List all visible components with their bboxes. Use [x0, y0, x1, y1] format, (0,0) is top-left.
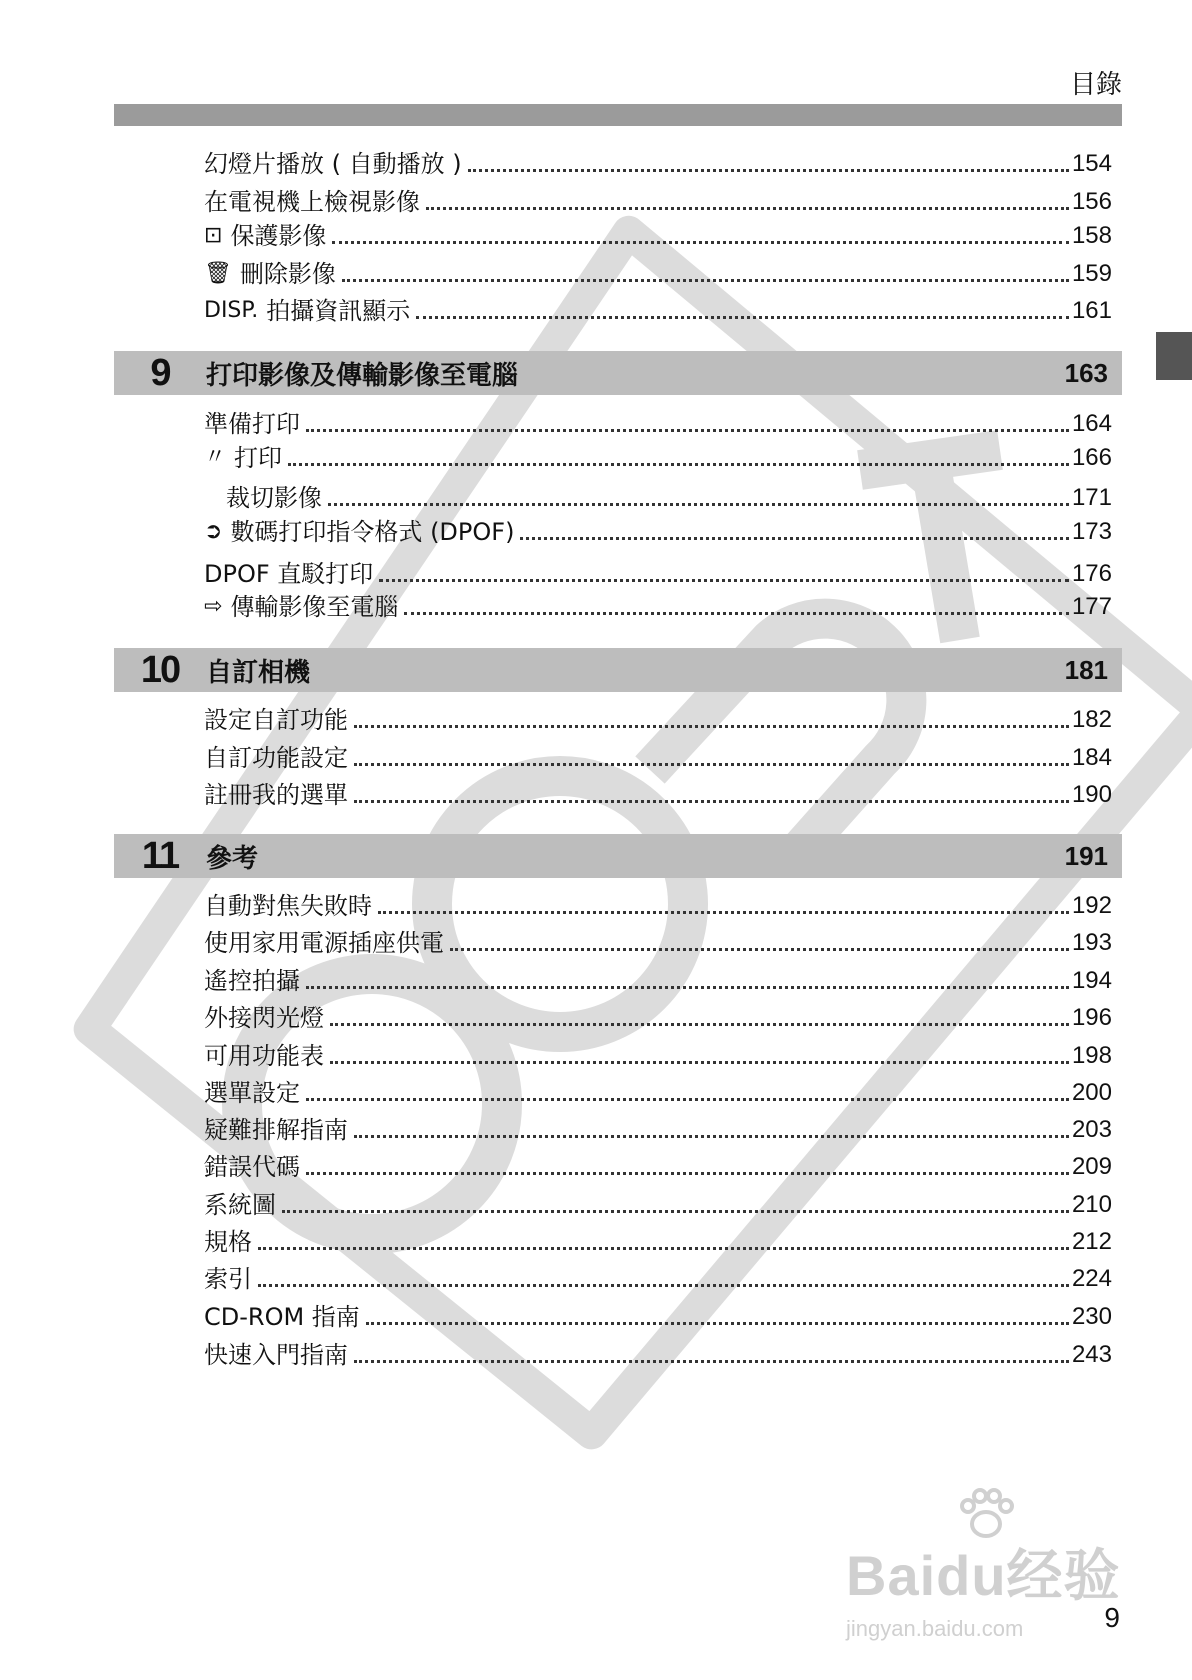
toc-entry-title: 幻燈片播放 ( 自動播放 ) [204, 150, 462, 178]
toc-entry-page: 184 [1071, 744, 1112, 771]
toc-entry[interactable] [204, 1114, 1112, 1146]
toc-entry-page: 203 [1071, 1116, 1112, 1143]
dot-leader [404, 612, 1069, 615]
toc-entry-page: 173 [1071, 518, 1112, 545]
toc-entry-title: 設定自訂功能 [204, 706, 348, 734]
toc-entry-page: 193 [1071, 929, 1112, 956]
toc-entry-page: 176 [1071, 560, 1112, 587]
toc-entry[interactable] [204, 558, 1112, 590]
toc-entry-page: 196 [1071, 1004, 1112, 1031]
direct-print-icon: 〃 [204, 445, 227, 470]
toc-entry-title: CD-ROM 指南 [204, 1303, 360, 1331]
toc-entry-page: 177 [1071, 593, 1112, 620]
dot-leader [450, 948, 1069, 951]
toc-entry[interactable] [204, 927, 1112, 959]
section-header-label: 目錄 [1069, 70, 1122, 100]
toc-entry-title: 疑難排解指南 [204, 1116, 348, 1144]
toc-entry[interactable] [204, 1339, 1112, 1371]
toc-entry-page: 194 [1071, 967, 1112, 994]
toc-entry-title: 註冊我的選單 [204, 781, 348, 809]
toc-entry-page: 171 [1071, 484, 1112, 511]
toc-entry-title: DPOF 直駁打印 [204, 560, 374, 588]
chapter-side-tab [1156, 332, 1192, 380]
chapter-page: 181 [1064, 654, 1108, 685]
toc-entry-title: 系統圖 [204, 1191, 276, 1219]
toc-entry[interactable] [204, 742, 1112, 774]
chapter-page: 163 [1064, 357, 1108, 388]
toc-entry-title: 保護影像 [230, 222, 327, 250]
toc-entry-page: 224 [1071, 1265, 1112, 1292]
toc-entry-title: 裁切影像 [226, 484, 322, 512]
toc-entry-page: 192 [1071, 892, 1112, 919]
chapter-title: 參考 [206, 843, 259, 874]
dot-leader [258, 1284, 1069, 1287]
toc-entry[interactable] [226, 482, 1112, 514]
dpof-icon: ➲ [204, 519, 223, 544]
dot-leader [306, 986, 1069, 989]
toc-entry-title: 遙控拍攝 [204, 967, 300, 995]
toc-entry[interactable] [204, 965, 1112, 997]
dot-leader [306, 429, 1069, 432]
protect-icon: ⊡ [204, 223, 223, 248]
dot-leader [288, 463, 1069, 466]
toc-entry-page: 190 [1071, 781, 1112, 808]
toc-entry[interactable] [204, 258, 1112, 290]
toc-entry-page: 156 [1071, 188, 1112, 215]
chapter-number: 11 [141, 834, 179, 877]
dot-leader [378, 911, 1069, 914]
toc-entry-page: 209 [1071, 1153, 1112, 1180]
toc-entry[interactable] [204, 1263, 1112, 1295]
toc-entry-title: 準備打印 [204, 410, 300, 438]
toc-entry-title: 快速入門指南 [204, 1341, 348, 1369]
dot-leader [354, 1360, 1069, 1363]
dot-leader [306, 1098, 1069, 1101]
toc-entry-page: 161 [1071, 297, 1112, 324]
toc-entry[interactable] [204, 779, 1112, 811]
dot-leader [354, 763, 1069, 766]
dot-leader [426, 207, 1069, 210]
baidu-logo [846, 1504, 1126, 1641]
dot-leader [416, 316, 1069, 319]
dot-leader [354, 725, 1069, 728]
toc-entry-title: 刪除影像 [239, 260, 336, 288]
toc-entry-title: 選單設定 [204, 1079, 300, 1107]
chapter-heading[interactable] [114, 834, 1122, 878]
transfer-icon: ⇨ [204, 594, 223, 619]
disp-icon: DISP. [204, 298, 259, 323]
paw-icon [956, 1484, 1016, 1544]
dot-leader [366, 1322, 1069, 1325]
toc-entry[interactable] [204, 1077, 1112, 1109]
toc-entry-title: 數碼打印指令格式 (DPOF) [230, 518, 515, 546]
toc-entry-title: 傳輸影像至電腦 [230, 593, 399, 621]
toc-entry[interactable] [204, 408, 1112, 440]
trash-icon: 🗑 [204, 261, 232, 286]
dot-leader [330, 1061, 1069, 1064]
page-number: 9 [1104, 1602, 1120, 1633]
chapter-title: 打印影像及傳輸影像至電腦 [206, 360, 519, 391]
dot-leader [354, 1135, 1069, 1138]
toc-entry-page: 154 [1071, 150, 1112, 177]
dot-leader [520, 537, 1069, 540]
toc-entry-title: 自動對焦失敗時 [204, 892, 372, 920]
toc-entry[interactable] [204, 1002, 1112, 1034]
toc-entry[interactable] [204, 1301, 1112, 1333]
toc-entry-page: 212 [1071, 1228, 1112, 1255]
logo-url: jingyan.baidu.com [846, 1616, 1024, 1641]
dot-leader [330, 1023, 1069, 1026]
toc-entry[interactable] [204, 516, 1112, 548]
chapter-title: 自訂相機 [206, 657, 311, 688]
toc-entry[interactable] [204, 186, 1112, 218]
toc-entry-page: 159 [1071, 260, 1112, 287]
header-bar [114, 104, 1122, 126]
dot-leader [332, 241, 1069, 244]
toc-entry-page: 164 [1071, 410, 1112, 437]
chapter-number: 9 [150, 351, 170, 394]
toc-entry[interactable] [204, 591, 1112, 623]
dot-leader [328, 503, 1069, 506]
logo-brand: Baidu经验 [846, 1544, 1121, 1607]
chapter-number: 10 [140, 648, 180, 691]
dot-leader [379, 579, 1069, 582]
toc-entry[interactable] [204, 1189, 1112, 1221]
toc-entry[interactable] [204, 295, 1112, 327]
toc-entry-title: 索引 [204, 1265, 252, 1293]
toc-entry-page: 158 [1071, 222, 1112, 249]
toc-entry-page: 166 [1071, 444, 1112, 471]
toc-entry[interactable] [204, 442, 1112, 474]
toc-entry-page: 198 [1071, 1042, 1112, 1069]
toc-entry-title: 在電視機上檢視影像 [204, 188, 420, 216]
toc-entry-title: 使用家用電源插座供電 [204, 929, 444, 957]
toc-entry-title: 打印 [234, 444, 283, 472]
toc-entry-title: 錯誤代碼 [204, 1153, 300, 1181]
chapter-heading[interactable] [114, 351, 1122, 395]
dot-leader [354, 800, 1069, 803]
dot-leader [306, 1172, 1069, 1175]
toc-entry-title: 拍攝資訊顯示 [266, 297, 411, 325]
dot-leader [258, 1247, 1069, 1250]
toc-entry-page: 230 [1071, 1303, 1112, 1330]
chapter-heading[interactable] [114, 648, 1122, 692]
toc-entry[interactable] [204, 704, 1112, 736]
dot-leader [282, 1210, 1069, 1213]
toc-entry-title: 外接閃光燈 [204, 1004, 324, 1032]
toc-entry-title: 自訂功能設定 [204, 744, 348, 772]
toc-entry[interactable] [204, 1151, 1112, 1183]
toc-entry-page: 243 [1071, 1341, 1112, 1368]
chapter-page: 191 [1064, 840, 1108, 871]
toc-entry-page: 182 [1071, 706, 1112, 733]
toc-entry-page: 210 [1071, 1191, 1112, 1218]
toc-entry-title: 規格 [204, 1228, 252, 1256]
toc-entry-page: 200 [1071, 1079, 1112, 1106]
toc-entry[interactable] [204, 1226, 1112, 1258]
toc-entry-title: 可用功能表 [204, 1042, 324, 1070]
toc-entry[interactable] [204, 220, 1112, 252]
toc-entry[interactable] [204, 890, 1112, 922]
toc-entry[interactable] [204, 1040, 1112, 1072]
dot-leader [468, 169, 1069, 172]
toc-entry[interactable] [204, 148, 1112, 180]
dot-leader [342, 279, 1069, 282]
